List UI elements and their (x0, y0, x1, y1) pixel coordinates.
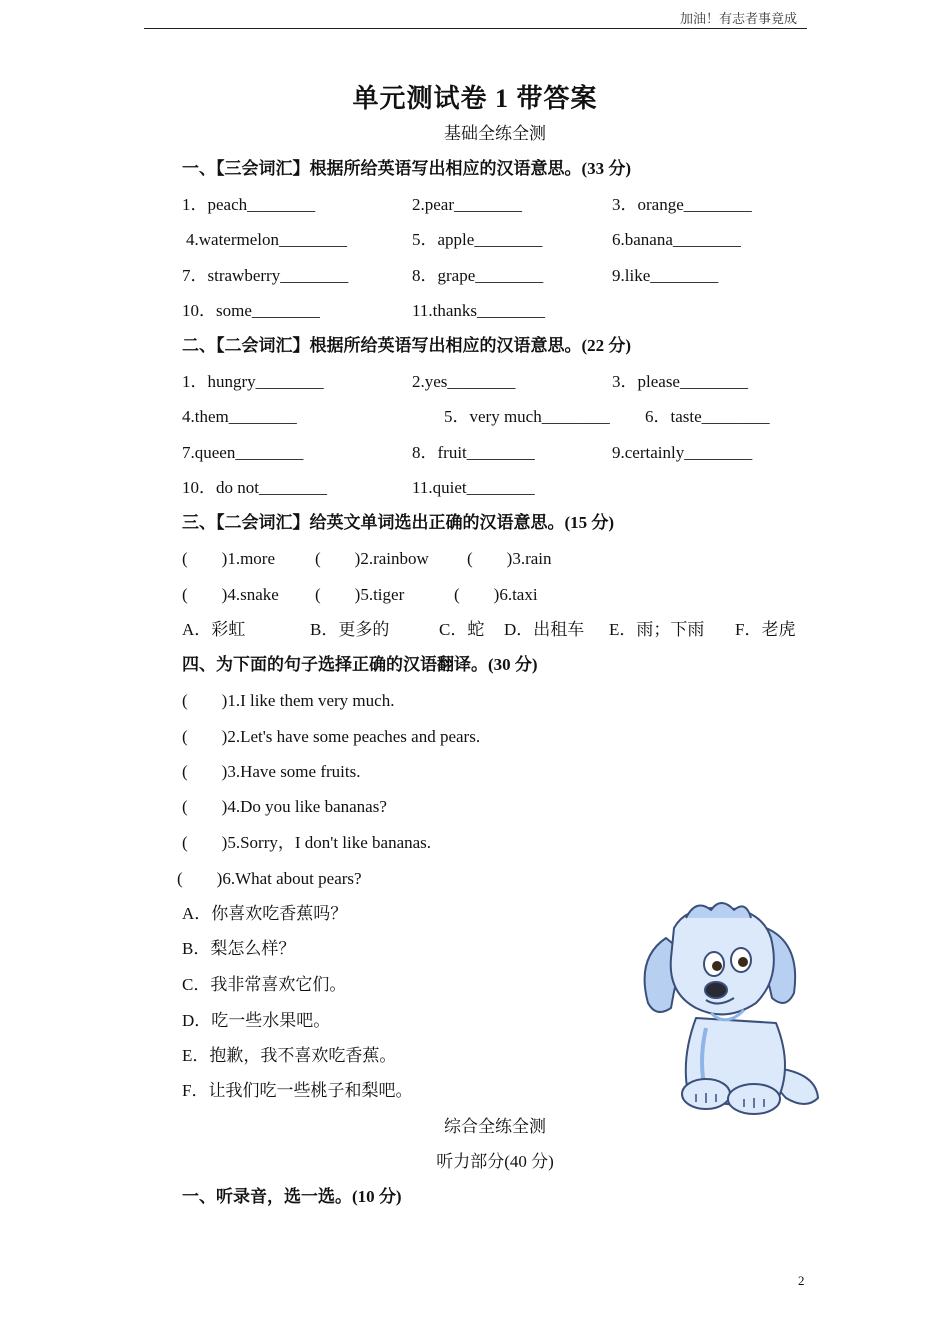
s2-item: 1．hungry________ (182, 372, 324, 391)
s3-option: B．更多的 (310, 620, 390, 639)
s1-item: 7．strawberry________ (182, 266, 349, 285)
section4-heading: 四、为下面的句子选择正确的汉语翻译。(30 分) (182, 655, 538, 674)
s4-option: F．让我们吃一些桃子和梨吧。 (182, 1081, 413, 1100)
s2-item: 3．please________ (612, 372, 748, 391)
subtitle-comprehensive: 综合全练全测 (444, 1117, 546, 1136)
header-rule (144, 28, 807, 29)
puppy-illustration (626, 898, 832, 1120)
s2-item: 7.queen________ (182, 443, 304, 462)
s1-item: 5．apple________ (412, 230, 543, 249)
s2-item: 10．do not________ (182, 478, 327, 497)
section1-heading: 一、【三会词汇】根据所给英语写出相应的汉语意思。(33 分) (182, 159, 632, 178)
subtitle-listening: 听力部分(40 分) (436, 1152, 554, 1171)
s4-item: ( )4.Do you like bananas? (182, 797, 387, 816)
s1-item: 3．orange________ (612, 195, 752, 214)
section3-heading: 三、【二会词汇】给英文单词选出正确的汉语意思。(15 分) (182, 513, 615, 532)
s3-option: A．彩虹 (182, 620, 246, 639)
s4-option: A．你喜欢吃香蕉吗？ (182, 904, 348, 923)
s1-item: 4.watermelon________ (186, 230, 347, 249)
s4-option: D．吃一些水果吧。 (182, 1011, 331, 1030)
s4-option: B．梨怎么样？ (182, 939, 296, 958)
s2-item: 11.quiet________ (412, 478, 535, 497)
s1-item: 11.thanks________ (412, 301, 546, 320)
s3-item: ( )5.tiger (315, 585, 405, 604)
subtitle-basic: 基础全练全测 (444, 124, 546, 143)
s2-item: 4.them________ (182, 407, 297, 426)
page-title: 单元测试卷 1 带答案 (352, 84, 598, 113)
s3-item: ( )3.rain (467, 549, 552, 568)
s3-item: ( )6.taxi (454, 585, 538, 604)
s4-option: C．我非常喜欢它们。 (182, 975, 347, 994)
header-motto: 加油！有志者事竟成 (680, 11, 798, 26)
s2-item: 6．taste________ (645, 407, 770, 426)
s1-item: 6.banana________ (612, 230, 741, 249)
s4-item: ( )2.Let's have some peaches and pears. (182, 727, 481, 746)
s2-item: 5．very much________ (444, 407, 610, 426)
s4-item: ( )1.I like them very much. (182, 691, 395, 710)
s3-item: ( )2.rainbow (315, 549, 429, 568)
s3-option: E．雨；下雨 (609, 620, 705, 639)
s2-item: 2.yes________ (412, 372, 516, 391)
s1-item: 1．peach________ (182, 195, 316, 214)
section5-heading: 一、听录音，选一选。(10 分) (182, 1187, 402, 1206)
s3-option: D．出租车 (504, 620, 585, 639)
s4-option: E．抱歉，我不喜欢吃香蕉。 (182, 1046, 397, 1065)
s4-item: ( )6.What about pears? (177, 869, 362, 888)
s3-item: ( )1.more (182, 549, 276, 568)
s2-item: 8．fruit________ (412, 443, 535, 462)
section2-heading: 二、【二会词汇】根据所给英语写出相应的汉语意思。(22 分) (182, 336, 632, 355)
s3-item: ( )4.snake (182, 585, 279, 604)
page-number: 2 (798, 1273, 805, 1288)
s3-option: F．老虎 (735, 620, 796, 639)
s1-item: 10．some________ (182, 301, 320, 320)
s1-item: 9.like________ (612, 266, 719, 285)
s4-item: ( )3.Have some fruits. (182, 762, 361, 781)
s1-item: 2.pear________ (412, 195, 523, 214)
s2-item: 9.certainly________ (612, 443, 753, 462)
s3-option: C．蛇 (439, 620, 485, 639)
s1-item: 8．grape________ (412, 266, 544, 285)
s4-item: ( )5.Sorry，I don't like bananas. (182, 833, 432, 852)
